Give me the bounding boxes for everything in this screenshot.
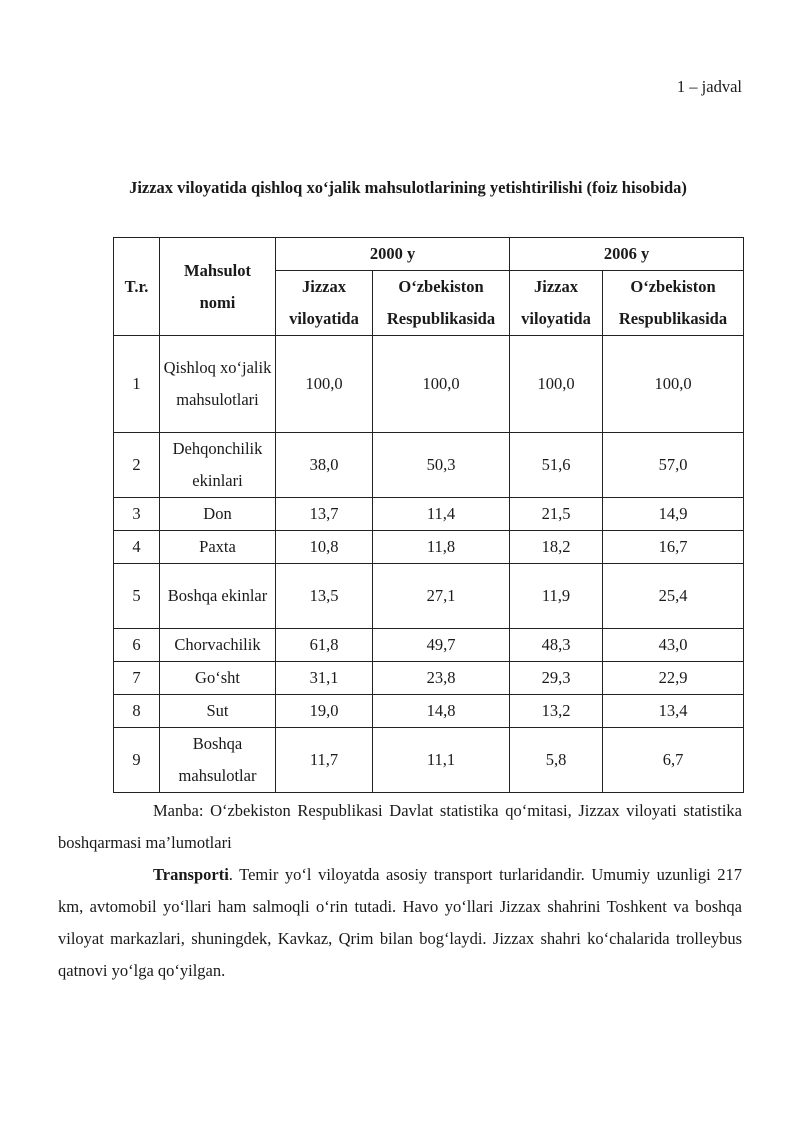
header-product-name-line1: Mahsulot bbox=[184, 260, 251, 280]
table-row: 1 Qishloq xo‘jalik mahsulotlari 100,0 100,0 100,0 100,0 bbox=[114, 336, 744, 433]
table-row: 3 Don 13,7 11,4 21,5 14,9 bbox=[114, 498, 744, 531]
subheader-jizzax-2000: Jizzax viloyatida bbox=[276, 271, 373, 336]
header-tr: T.r. bbox=[114, 238, 160, 336]
source-note-text: Manba: O‘zbekiston Respublikasi Davlat statistika qo‘mitasi, Jizzax viloyati statistika boshqarmasi ma’lumotlari bbox=[58, 801, 742, 852]
header-product-name-line2: nomi bbox=[199, 292, 236, 312]
table-row: 7 Go‘sht 31,1 23,8 29,3 22,9 bbox=[114, 662, 744, 695]
table-row: 5 Boshqa ekinlar 13,5 27,1 11,9 25,4 bbox=[114, 564, 744, 629]
table-row: 8 Sut 19,0 14,8 13,2 13,4 bbox=[114, 695, 744, 728]
paragraph-text: . Temir yo‘l viloyatda asosiy transport turlaridandir. Umumiy uzunligi 217 km, avtomobil yo‘llari ham salmoqli o‘rin tutadi. Havo yo‘llari Jizzax shahrini Toshkent va boshqa viloyat markazlari, shuningdek, Kavkaz, Qrim bilan bog‘laydi. Jizzax shahri ko‘chalarida trolleybus qatnovi yo‘lga qo‘yilgan. bbox=[58, 865, 742, 980]
table-row: 2 Dehqonchilik ekinlari 38,0 50,3 51,6 57,0 bbox=[114, 433, 744, 498]
subheader-uzbekistan-2006: O‘zbekiston Respublikasida bbox=[603, 271, 744, 336]
statistics-table bbox=[113, 237, 744, 793]
transport-paragraph bbox=[58, 859, 742, 987]
subheader-uzbekistan-2000: O‘zbekiston Respublikasida bbox=[373, 271, 510, 336]
header-year-2006: 2006 y bbox=[510, 238, 744, 271]
header-product-name bbox=[160, 238, 276, 336]
table-row: 9 Boshqa mahsulotlar 11,7 11,1 5,8 6,7 bbox=[114, 728, 744, 793]
paragraph-heading: Transporti bbox=[153, 865, 229, 884]
source-note bbox=[58, 795, 742, 859]
table-title: Jizzax viloyatida qishloq xo‘jalik mahsulotlarining yetishtirilishi (foiz hisobida) bbox=[129, 178, 687, 197]
table-number-label: 1 – jadval bbox=[676, 77, 742, 96]
table-row: 6 Chorvachilik 61,8 49,7 48,3 43,0 bbox=[114, 629, 744, 662]
header-year-2000: 2000 y bbox=[276, 238, 510, 271]
table-row: 4 Paxta 10,8 11,8 18,2 16,7 bbox=[114, 531, 744, 564]
subheader-jizzax-2006: Jizzax viloyatida bbox=[510, 271, 603, 336]
